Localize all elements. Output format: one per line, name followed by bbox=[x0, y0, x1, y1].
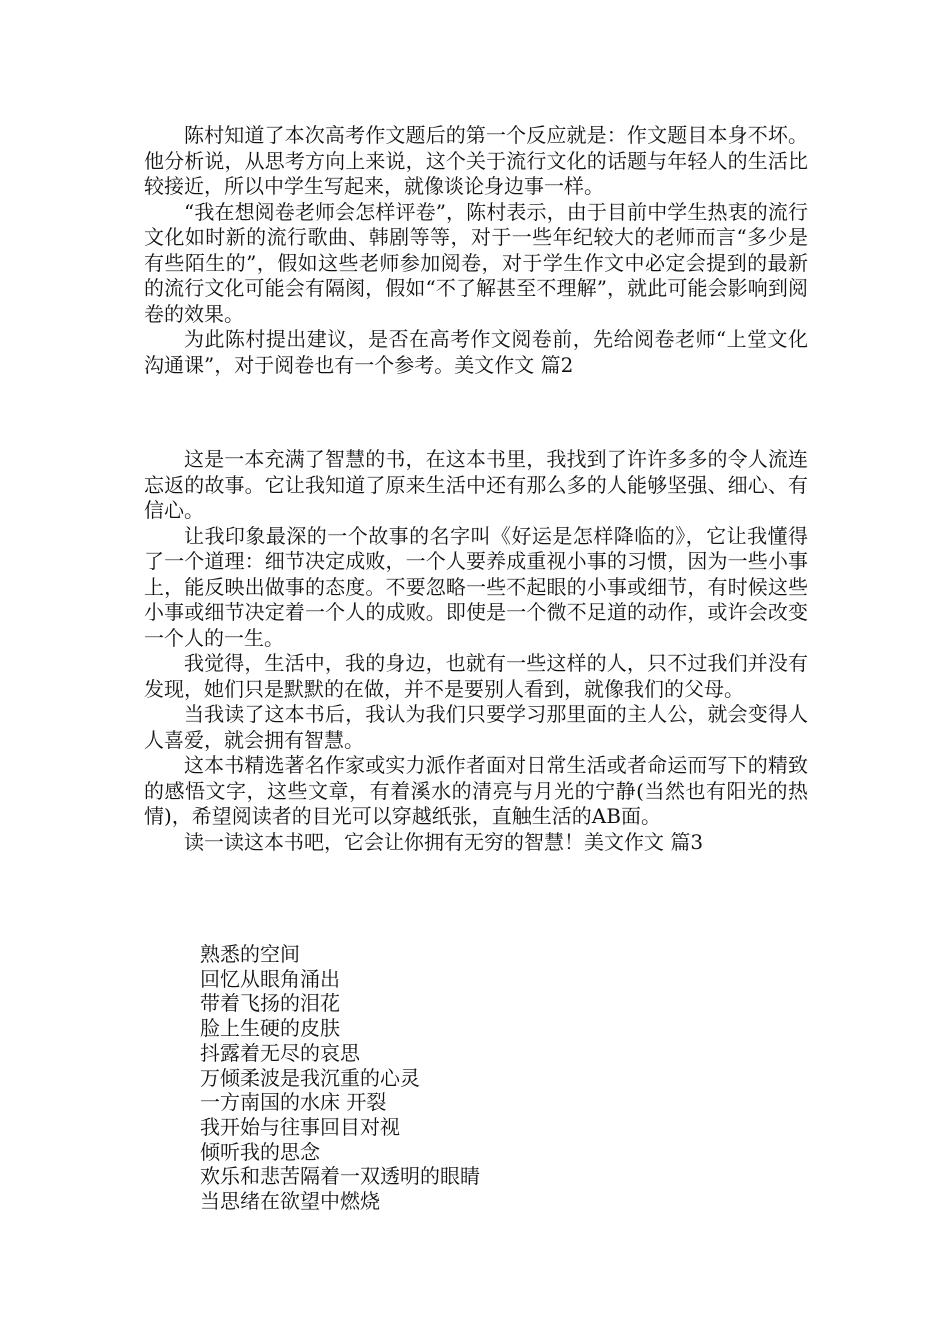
poem-line: 倾听我的思念 bbox=[200, 1139, 320, 1164]
paragraph: 为此陈村提出建议，是否在高考作文阅卷前，先给阅卷老师“上堂文化沟通课”，对于阅卷也有一个参考。美文作文 篇2 bbox=[144, 327, 808, 377]
paragraph: “我在想阅卷老师会怎样评卷”，陈村表示，由于目前中学生热衷的流行文化如时新的流行歌曲、韩剧等等，对于一些年纪较大的老师而言“多少是有些陌生的”，假如这些老师参加阅卷，对于学生作文中必定会提到的最新的流行文化可能会有隔阂，假如“不了解甚至不理解”，就此可能会影响到阅卷的效果。 bbox=[144, 199, 808, 326]
poem-line: 当思绪在欲望中燃烧 bbox=[200, 1189, 380, 1214]
paragraph: 让我印象最深的一个故事的名字叫《好运是怎样降临的》，它让我懂得了一个道理：细节决定成败，一个人要养成重视小事的习惯，因为一些小事上，能反映出做事的态度。不要忽略一些不起眼的小事或细节，有时候这些小事或细节决定着一个人的成败。即使是一个微不足道的动作，或许会改变一个人的一生。 bbox=[144, 523, 808, 650]
poem-line: 一方南国的水床 开裂 bbox=[200, 1090, 387, 1115]
poem-line: 带着飞扬的泪花 bbox=[200, 991, 340, 1016]
paragraph: 我觉得，生活中，我的身边，也就有一些这样的人，只不过我们并没有发现，她们只是默默的在做，并不是要别人看到，就像我们的父母。 bbox=[144, 651, 808, 701]
section-1 bbox=[144, 123, 808, 378]
paragraph: 读一读这本书吧，它会让你拥有无穷的智慧！美文作文 篇3 bbox=[184, 829, 704, 854]
poem-line: 抖露着无尽的哀思 bbox=[200, 1040, 360, 1065]
paragraph: 这是一本充满了智慧的书，在这本书里，我找到了许许多多的令人流连忘返的故事。它让我知道了原来生活中还有那么多的人能够坚强、细心、有信心。 bbox=[144, 447, 808, 522]
poem-line: 我开始与往事回目对视 bbox=[200, 1114, 400, 1139]
paragraph: 陈村知道了本次高考作文题后的第一个反应就是：作文题目本身不坏。他分析说，从思考方向上来说，这个关于流行文化的话题与年轻人的生活比较接近，所以中学生写起来，就像谈论身边事一样。 bbox=[144, 123, 808, 198]
poem-line: 脸上生硬的皮肤 bbox=[200, 1016, 340, 1041]
poem bbox=[200, 942, 760, 1214]
poem-line: 熟悉的空间 bbox=[200, 942, 300, 966]
paragraph: 这本书精选著名作家或实力派作者面对日常生活或者命运而写下的精致的感悟文字，这些文章，有着溪水的清亮与月光的宁静(当然也有阳光的热情)，希望阅读者的目光可以穿越纸张，直触生活的AB面。 bbox=[144, 753, 808, 828]
paragraph: 当我读了这本书后，我认为我们只要学习那里面的主人公，就会变得人人喜爱，就会拥有智慧。 bbox=[144, 702, 808, 752]
poem-line: 回忆从眼角涌出 bbox=[200, 966, 340, 991]
section-2 bbox=[144, 447, 808, 855]
poem-line: 欢乐和悲苦隔着一双透明的眼睛 bbox=[200, 1164, 480, 1189]
poem-line: 万倾柔波是我沉重的心灵 bbox=[200, 1065, 420, 1090]
